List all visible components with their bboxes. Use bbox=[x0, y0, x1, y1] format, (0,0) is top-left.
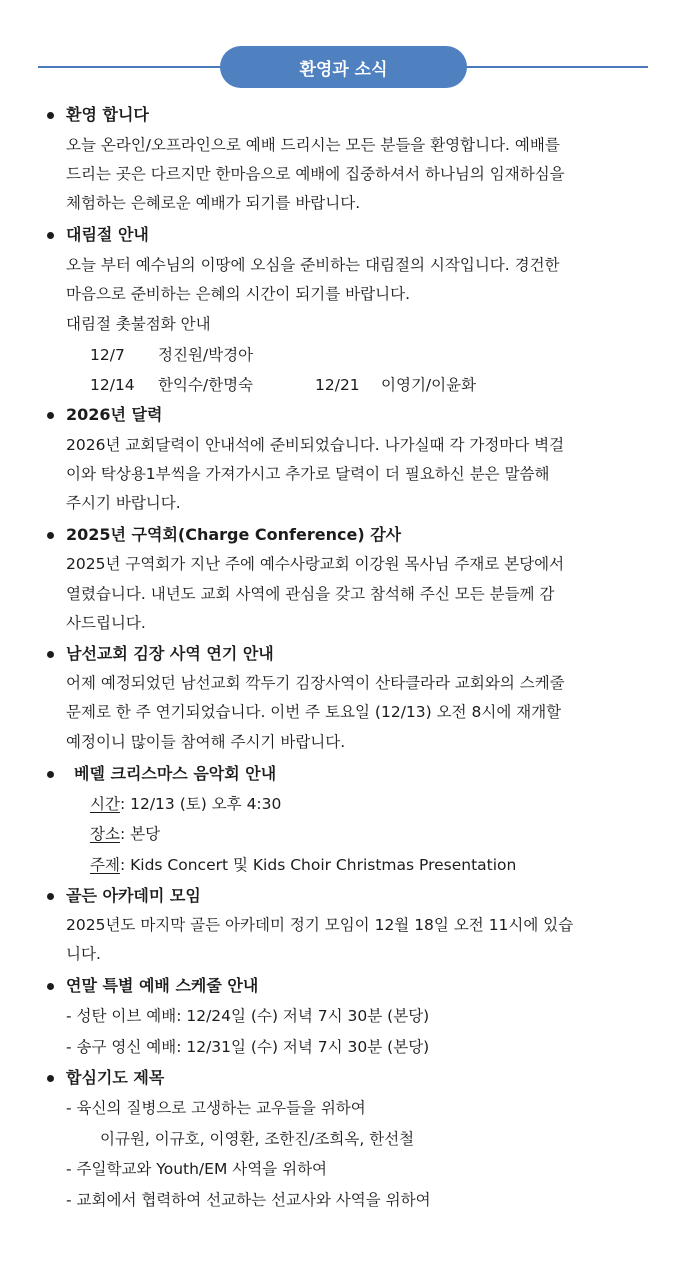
item-text: 마음으로 준비하는 은혜의 시간이 되기를 바랍니다. bbox=[66, 285, 410, 303]
item-text: - 주일학교와 Youth/EM 사역을 위하여 bbox=[66, 1160, 328, 1178]
item-text: - 교회에서 협력하여 선교하는 선교사와 사역을 위하여 bbox=[66, 1191, 431, 1209]
section-header bbox=[0, 44, 690, 90]
item-text: 니다. bbox=[66, 945, 101, 963]
item-title-welcome: 환영 합니다 bbox=[66, 105, 149, 124]
item-text: 예정이니 많이들 참여해 주시기 바랍니다. bbox=[66, 733, 346, 751]
detail-label: 주제 bbox=[90, 856, 120, 874]
item-title-concert: 베델 크리스마스 음악회 안내 bbox=[74, 764, 277, 783]
item-text: 이와 탁상용1부씩을 가져가시고 추가로 달력이 더 필요하신 분은 말씀해 bbox=[66, 465, 550, 483]
item-text: 이규원, 이규호, 이영환, 조한진/조희옥, 한선철 bbox=[100, 1130, 415, 1148]
item-text: 드리는 곳은 다르지만 한마음으로 예배에 집중하셔서 하나님의 임재하심을 bbox=[66, 165, 565, 183]
item-text: 문제로 한 주 연기되었습니다. 이번 주 토요일 (12/13) 오전 8시에 재개할 bbox=[66, 703, 562, 721]
item-title-prayer: 합심기도 제목 bbox=[66, 1068, 165, 1087]
item-title-charge-conference: 2025년 구역회(Charge Conference) 감사 bbox=[66, 525, 402, 544]
detail-label: 시간 bbox=[90, 795, 120, 813]
item-text: 오늘 부터 예수님의 이땅에 오심을 준비하는 대림절의 시작입니다. 경건한 bbox=[66, 256, 560, 274]
item-text: 열렸습니다. 내년도 교회 사역에 관심을 갖고 참석해 주신 모든 분들께 감 bbox=[66, 585, 555, 603]
detail-value: : 본당 bbox=[119, 825, 161, 843]
bullet-icon bbox=[47, 893, 54, 900]
item-text: - 송구 영신 예배: 12/31일 (수) 저녁 7시 30분 (본당) bbox=[66, 1038, 430, 1056]
detail-value: : Kids Concert 및 Kids Choir Christmas Presentation bbox=[119, 856, 517, 874]
bullet-icon bbox=[47, 232, 54, 239]
header-divider-left bbox=[38, 66, 223, 68]
schedule-date: 12/7 bbox=[90, 346, 125, 364]
item-text: 2025년 구역회가 지난 주에 예수사랑교회 이강원 목사님 주재로 본당에서 bbox=[66, 555, 565, 573]
bullet-icon bbox=[47, 983, 54, 990]
bullet-icon bbox=[47, 532, 54, 539]
item-text: - 육신의 질병으로 고생하는 교우들을 위하여 bbox=[66, 1099, 366, 1117]
item-text: - 성탄 이브 예배: 12/24일 (수) 저녁 7시 30분 (본당) bbox=[66, 1007, 430, 1025]
detail-row bbox=[90, 854, 516, 876]
item-title-golden-academy: 골든 아카데미 모임 bbox=[66, 886, 201, 905]
detail-row bbox=[90, 823, 160, 845]
item-text: 오늘 온라인/오프라인으로 예배 드리시는 모든 분들을 환영합니다. 예배를 bbox=[66, 136, 560, 154]
bullet-icon bbox=[47, 651, 54, 658]
schedule-names: 한익수/한명숙 bbox=[158, 376, 254, 394]
schedule-names: 이영기/이윤화 bbox=[381, 376, 477, 394]
item-title-kimchi: 남선교회 김장 사역 연기 안내 bbox=[66, 644, 274, 663]
item-text: 어제 예정되었던 남선교회 깍두기 김장사역이 산타클라라 교회와의 스케줄 bbox=[66, 674, 565, 692]
item-text: 체험하는 은혜로운 예배가 되기를 바랍니다. bbox=[66, 194, 361, 212]
item-text: 주시기 바랍니다. bbox=[66, 494, 181, 512]
section-title: 환영과 소식 bbox=[220, 46, 467, 88]
item-title-year-end-services: 연말 특별 예배 스케줄 안내 bbox=[66, 976, 259, 995]
schedule-date: 12/14 bbox=[90, 376, 135, 394]
item-text: 사드립니다. bbox=[66, 614, 146, 632]
detail-row bbox=[90, 793, 281, 815]
schedule-date: 12/21 bbox=[315, 376, 360, 394]
item-text: 대림절 촛불점화 안내 bbox=[66, 315, 211, 333]
detail-label: 장소 bbox=[90, 825, 120, 843]
item-title-calendar: 2026년 달력 bbox=[66, 405, 163, 424]
item-text: 2026년 교회달력이 안내석에 준비되었습니다. 나가실때 각 가정마다 벽걸 bbox=[66, 436, 565, 454]
bullet-icon bbox=[47, 112, 54, 119]
item-title-advent: 대림절 안내 bbox=[66, 225, 149, 244]
bullet-icon bbox=[47, 771, 54, 778]
detail-value: : 12/13 (토) 오후 4:30 bbox=[119, 795, 282, 813]
bullet-icon bbox=[47, 412, 54, 419]
item-text: 2025년도 마지막 골든 아카데미 정기 모임이 12월 18일 오전 11시에 있습 bbox=[66, 916, 574, 934]
header-divider-right bbox=[466, 66, 648, 68]
bullet-icon bbox=[47, 1075, 54, 1082]
schedule-names: 정진원/박경아 bbox=[158, 346, 254, 364]
